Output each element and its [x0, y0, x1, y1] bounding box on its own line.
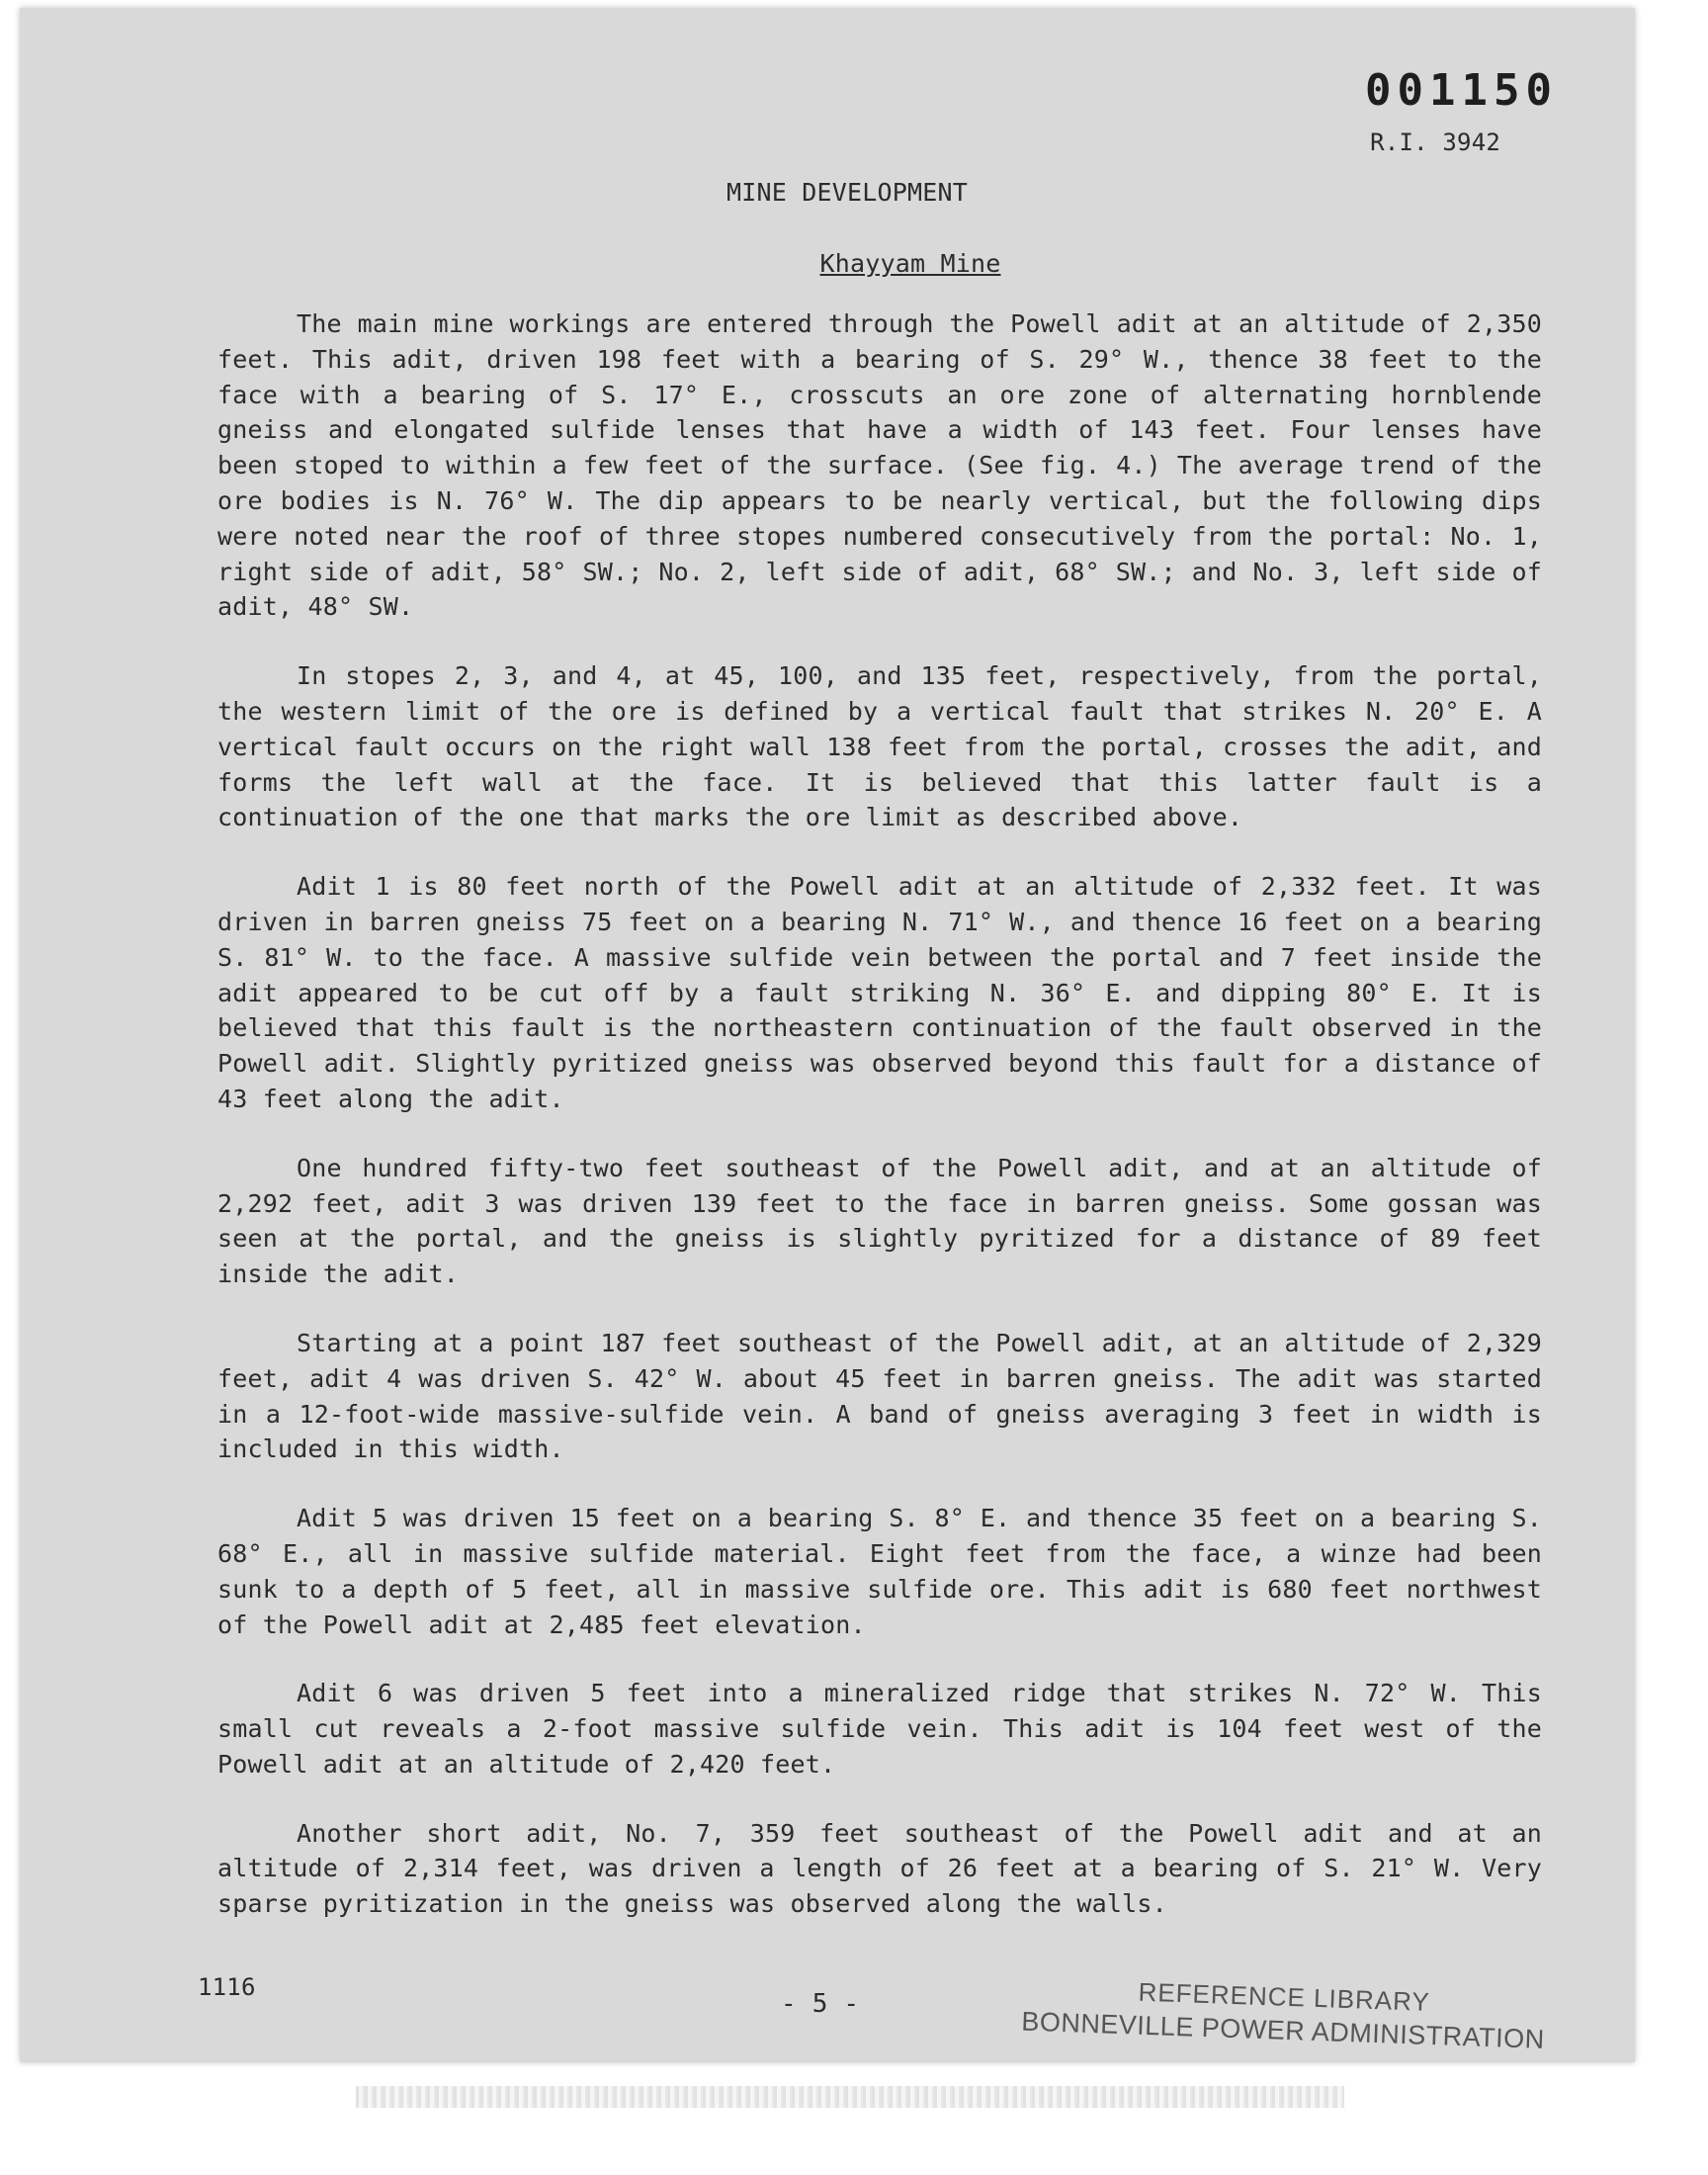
scan-artifact-strip: [356, 2086, 1344, 2108]
footer-code: 1116: [198, 1973, 256, 2001]
paragraph: Adit 6 was driven 5 feet into a mineralized ridge that strikes N. 72° W. This small cut reveals a 2-foot massive sulfide vein. This adit is 104 feet west of the Powell adit at an altitude of 2,420 feet.: [217, 1679, 1542, 1779]
document-number: 001150: [1365, 65, 1558, 116]
subsection-title: [103, 249, 1708, 278]
paragraph: Starting at a point 187 feet southeast of the Powell adit, at an altitude of 2,329 feet, adit 4 was driven S. 42° W. about 45 feet in barren gneiss. The adit was started in a 12-foot-wide massive-sulfide vein. A band of gneiss averaging 3 feet in width is included in this width.: [217, 1328, 1542, 1464]
report-id: R.I. 3942: [1370, 129, 1500, 156]
section-title: [40, 178, 1655, 207]
paragraph: In stopes 2, 3, and 4, at 45, 100, and 135 feet, respectively, from the portal, the western limit of the ore is defined by a vertical fault that strikes N. 20° E. A vertical fault occurs on the right wall 138 feet from the portal, crosses the adit, and forms the left wall at the face. It is believed that this latter fault is a continuation of the one that marks the ore limit as described above.: [217, 661, 1542, 832]
scanned-page: [20, 8, 1635, 2062]
body-text: [217, 306, 1542, 1956]
page-number: - 5 -: [781, 1989, 860, 2019]
paragraph: Adit 5 was driven 15 feet on a bearing S. 8° E. and thence 35 feet on a bearing S. 68° E., all in massive sulfide material. Eight feet from the face, a winze had been sunk to a depth of 5 feet, all in massive sulfide ore. This adit is 680 feet northwest of the Powell adit at 2,485 feet elevation.: [217, 1504, 1542, 1639]
subsection-title-text: Khayyam Mine: [819, 249, 1001, 278]
library-stamp: [1006, 1970, 1562, 2057]
paragraph: One hundred fifty-two feet southeast of the Powell adit, and at an altitude of 2,292 feet, adit 3 was driven 139 feet to the face in barren gneiss. Some gossan was seen at the portal, and the gneiss is slightly pyritized for a distance of 89 feet inside the adit.: [217, 1153, 1542, 1289]
stamp-line-2: BONNEVILLE POWER ADMINISTRATION: [1020, 2006, 1546, 2054]
stamp-line-1: REFERENCE LIBRARY: [1138, 1976, 1431, 2017]
paragraph: The main mine workings are entered through the Powell adit at an altitude of 2,350 feet. This adit, driven 198 feet with a bearing of S. 29° W., thence 38 feet to the face with a bearing of S. 17° E., crosscuts an ore zone of alternating hornblende gneiss and elongated sulfide lenses that have a width of 143 feet. Four lenses have been stoped to within a few feet of the surface. (See fig. 4.) The average trend of the ore bodies is N. 76° W. The dip appears to be nearly vertical, but the following dips were noted near the roof of three stopes numbered consecutively from the portal: No. 1, right side of adit, 58° SW.; No. 2, left side of adit, 68° SW.; and No. 3, left side of adit, 48° SW.: [217, 309, 1542, 622]
paragraph: Another short adit, No. 7, 359 feet southeast of the Powell adit and at an altitude of 2,314 feet, was driven a length of 26 feet at a bearing of S. 21° W. Very sparse pyritization in the gneiss was observed along the walls.: [217, 1818, 1542, 1919]
paragraph: Adit 1 is 80 feet north of the Powell adit at an altitude of 2,332 feet. It was driven in barren gneiss 75 feet on a bearing N. 71° W., and thence 16 feet on a bearing S. 81° W. to the face. A massive sulfide vein between the portal and 7 feet inside the adit appeared to be cut off by a fault striking N. 36° E. and dipping 80° E. It is believed that this fault is the northeastern continuation of the fault observed in the Powell adit. Slightly pyritized gneiss was observed beyond this fault for a distance of 43 feet along the adit.: [217, 872, 1542, 1113]
section-title-text: MINE DEVELOPMENT: [726, 178, 969, 207]
